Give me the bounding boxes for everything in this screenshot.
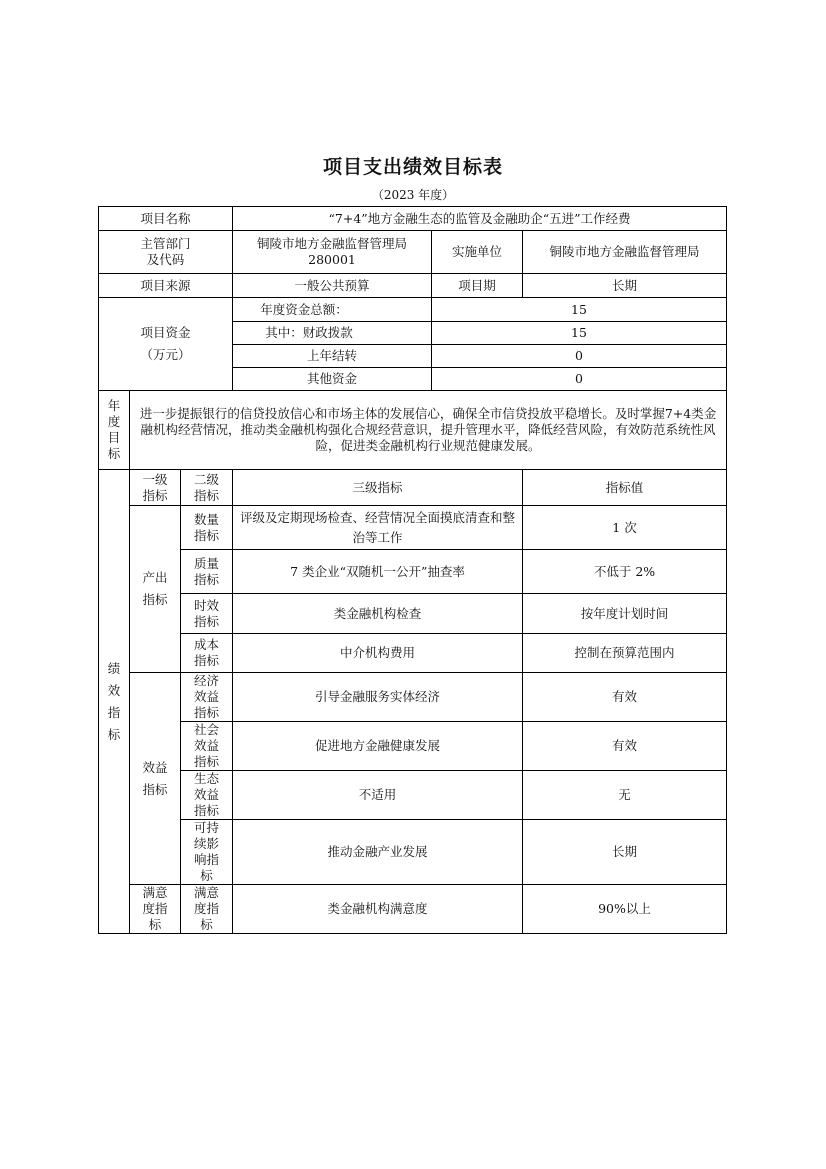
indicator-level2-text: 社会 效益 指标 (193, 722, 219, 769)
indicator-value: 无 (523, 771, 727, 820)
funds-total-value: 15 (432, 298, 727, 322)
header-level1 (130, 470, 181, 506)
indicator-level2-text: 时效 指标 (193, 597, 219, 629)
funds-total-label: 年度资金总额： (233, 298, 432, 322)
indicator-level3: 不适用 (233, 771, 523, 820)
project-name-value: “7+4”地方金融生态的监管及金融助企“五进”工作经费 (233, 207, 727, 231)
indicator-level3: 促进地方金融健康发展 (233, 722, 523, 771)
indicator-value: 控制在预算范围内 (523, 634, 727, 673)
indicator-level2 (181, 820, 233, 885)
benefit-indicator-group (130, 673, 181, 885)
indicator-level2 (181, 771, 233, 820)
indicator-level2-text: 经济 效益 指标 (193, 673, 219, 720)
department-label (99, 231, 233, 274)
goal-label-vertical: 年 度 目 标 (107, 398, 121, 461)
funds-label (99, 298, 233, 391)
indicator-header-row (99, 470, 727, 506)
goal-row (99, 391, 727, 470)
funds-label-line2: （万元） (140, 347, 191, 362)
indicator-level3: 引导金融服务实体经济 (233, 673, 523, 722)
implementing-unit-value: 铜陵市地方金融监督管理局 (523, 231, 727, 274)
indicator-row (99, 771, 727, 820)
indicator-level2 (181, 722, 233, 771)
page-title: 项目支出绩效目标表 (322, 156, 503, 178)
indicator-level3: 推动金融产业发展 (233, 820, 523, 885)
goal-text: 进一步提振银行的信贷投放信心和市场主体的发展信心，确保全市信贷投放平稳增长。及时掌握7+4类金融机构经营情况，推动类金融机构强化合规经营意识，提升管理水平，降低经营风险，有效防范系统性风险，促进类金融机构行业规范健康发展。 (130, 391, 727, 470)
performance-table (98, 206, 727, 934)
indicator-level2 (181, 885, 233, 934)
indicator-level2-text: 数量 指标 (193, 511, 219, 543)
indicator-row (99, 506, 727, 550)
project-name-label: 项目名称 (99, 207, 233, 231)
funds-carryover-value: 0 (432, 345, 727, 368)
indicator-row (99, 594, 727, 634)
source-row (99, 274, 727, 298)
header-level3: 三级指标 (233, 470, 523, 506)
indicator-value: 有效 (523, 673, 727, 722)
funds-fiscal-label: 其中：财政拨款 (233, 322, 432, 345)
implementing-unit-label: 实施单位 (432, 231, 523, 274)
satisfaction-indicator-label: 满意 度指 标 (142, 885, 168, 932)
indicator-value: 有效 (523, 722, 727, 771)
indicator-row (99, 673, 727, 722)
period-value: 长期 (523, 274, 727, 298)
indicator-row (99, 550, 727, 594)
benefit-indicator-label: 效益 指标 (142, 759, 168, 797)
funds-label-line1: 项目资金 (140, 325, 191, 340)
department-row (99, 231, 727, 274)
funds-row (99, 298, 727, 322)
funds-other-value: 0 (432, 368, 727, 391)
indicator-row (99, 722, 727, 771)
indicator-value: 不低于 2% (523, 550, 727, 594)
header-level2 (181, 470, 233, 506)
output-indicator-group (130, 506, 181, 673)
satisfaction-indicator-group (130, 885, 181, 934)
indicator-row (99, 634, 727, 673)
indicator-level3: 类金融机构满意度 (233, 885, 523, 934)
indicator-section-vertical: 绩 效 指 标 (107, 660, 121, 742)
indicator-level2-text: 满意 度指 标 (193, 885, 219, 932)
indicator-level2 (181, 673, 233, 722)
period-label: 项目期 (432, 274, 523, 298)
indicator-level2 (181, 634, 233, 673)
funds-other-label: 其他资金 (233, 368, 432, 391)
project-name-row (99, 207, 727, 231)
indicator-level3: 中介机构费用 (233, 634, 523, 673)
indicator-value: 90%以上 (523, 885, 727, 934)
header-value: 指标值 (523, 470, 727, 506)
indicator-level2 (181, 506, 233, 550)
indicator-level2-text: 成本 指标 (193, 637, 219, 668)
header-level1-text: 一级 指标 (142, 471, 168, 503)
department-value: 铜陵市地方金融监督管理局 280001 (233, 231, 432, 274)
year-subtitle: （2023 年度） (371, 188, 455, 202)
funds-fiscal-value: 15 (432, 322, 727, 345)
indicator-value: 长期 (523, 820, 727, 885)
indicator-level2 (181, 594, 233, 634)
indicator-level2-text: 生态 效益 指标 (193, 771, 219, 818)
department-label-line1: 主管部门 (140, 236, 191, 251)
indicator-level2 (181, 550, 233, 594)
indicator-value: 按年度计划时间 (523, 594, 727, 634)
source-value: 一般公共预算 (233, 274, 432, 298)
indicator-level3: 类金融机构检查 (233, 594, 523, 634)
indicator-row (99, 820, 727, 885)
indicator-level2-text: 可持 续影 响指 标 (193, 820, 219, 883)
indicator-section-label (99, 470, 130, 934)
source-label: 项目来源 (99, 274, 233, 298)
indicator-value: 1 次 (523, 506, 727, 550)
indicator-level2-text: 质量 指标 (193, 555, 219, 587)
funds-carryover-label: 上年结转 (233, 345, 432, 368)
goal-label (99, 391, 130, 470)
output-indicator-label: 产出 指标 (142, 570, 168, 607)
header-level2-text: 二级 指标 (193, 471, 219, 503)
indicator-level3: 7 类企业“双随机一公开”抽查率 (233, 550, 523, 594)
indicator-row (99, 885, 727, 934)
department-label-line2: 及代码 (146, 252, 185, 267)
indicator-level3: 评级及定期现场检查、经营情况全面摸底清查和整治等工作 (233, 506, 523, 550)
